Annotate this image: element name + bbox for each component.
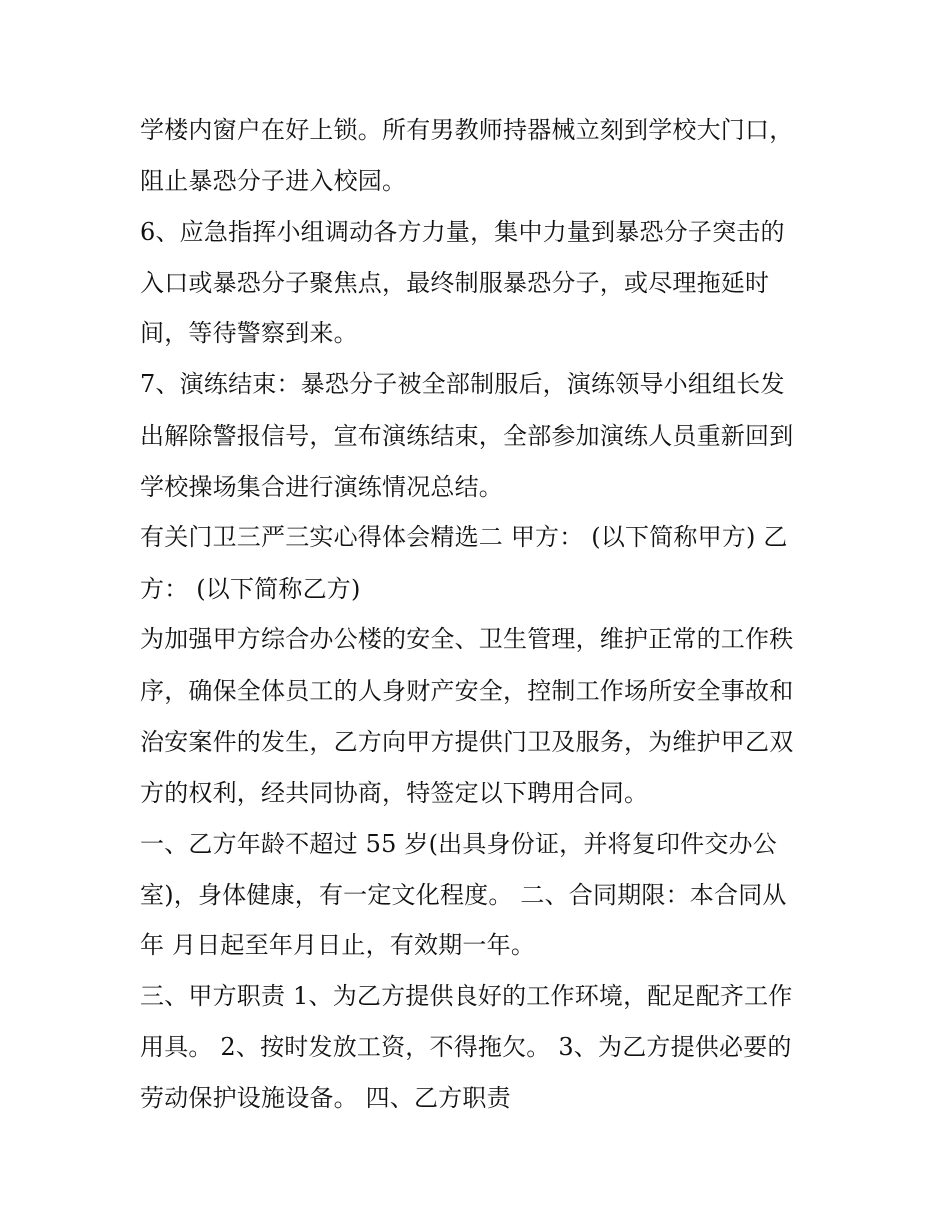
text-line: 间，等待警察到来。: [140, 319, 358, 347]
text-line: 阻止暴恐分子进入校园。: [140, 167, 407, 195]
text-line: 室)，身体健康，有一定文化程度。 二、合同期限：本合同从: [140, 881, 787, 909]
text-line: 方的权利，经共同协商，特签定以下聘用合同。: [140, 779, 649, 807]
text-line: 治安案件的发生，乙方向甲方提供门卫及服务，为维护甲乙双: [140, 728, 794, 756]
text-line: 用具。 2、按时发放工资，不得拖欠。 3、为乙方提供必要的: [140, 1033, 792, 1061]
text-line: 三、甲方职责 1、为乙方提供良好的工作环境，配足配齐工作: [140, 982, 793, 1010]
text-line: 学校操场集合进行演练情况总结。: [140, 473, 503, 501]
text-line: 7、演练结束：暴恐分子被全部制服后，演练领导小组组长发: [140, 370, 785, 398]
text-line: 序，确保全体员工的人身财产安全，控制工作场所安全事故和: [140, 677, 794, 705]
text-line: 出解除警报信号，宣布演练结束，全部参加演练人员重新回到: [140, 422, 794, 450]
text-line: 劳动保护设施设备。 四、乙方职责: [140, 1084, 511, 1112]
text-line: 学楼内窗户在好上锁。所有男教师持器械立刻到学校大门口，: [140, 116, 794, 144]
text-line: 6、应急指挥小组调动各方力量，集中力量到暴恐分子突击的: [140, 218, 785, 246]
text-line: 年 月日起至年月日止，有效期一年。: [140, 931, 536, 959]
text-line: 有关门卫三严三实心得体会精选二 甲方： (以下简称甲方) 乙: [140, 523, 788, 551]
text-line: 入口或暴恐分子聚焦点，最终制服暴恐分子，或尽理拖延时: [140, 269, 770, 297]
text-line: 一、乙方年龄不超过 55 岁(出具身份证，并将复印件交办公: [140, 830, 777, 858]
text-line: 方： (以下简称乙方): [140, 575, 361, 603]
text-line: 为加强甲方综合办公楼的安全、卫生管理，维护正常的工作秩: [140, 625, 794, 653]
